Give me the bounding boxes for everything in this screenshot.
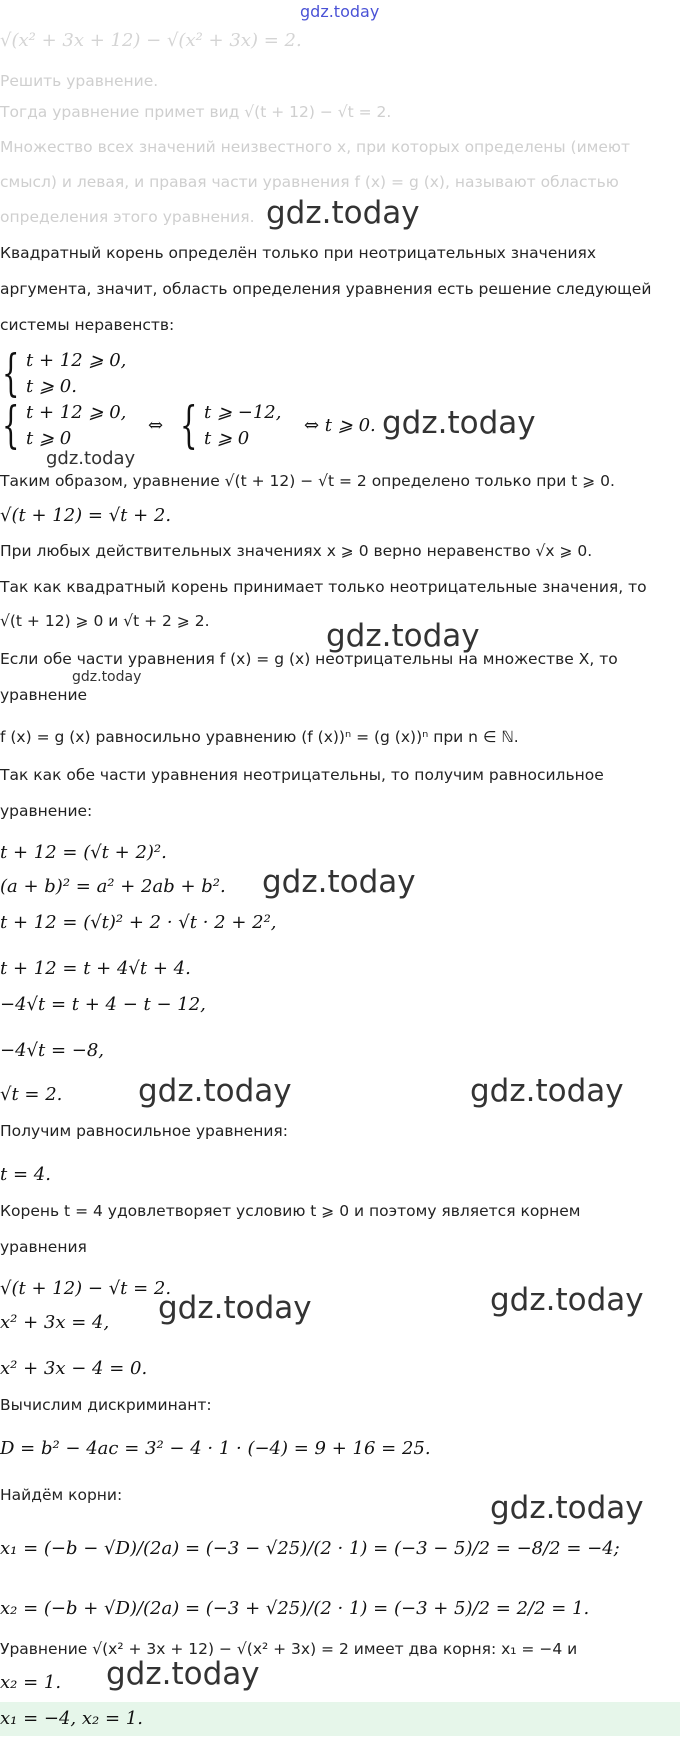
- system-line: t ⩾ 0: [26, 428, 72, 449]
- text-line: уравнения: [0, 1238, 87, 1256]
- watermark: gdz.today: [470, 1073, 624, 1109]
- text-line: Найдём корни:: [0, 1486, 123, 1504]
- equation-line: x₁ = (−b − √D)/(2a) = (−3 − √25)/(2 · 1) = (−3 − 5)/2 = −8/2 = −4;: [0, 1538, 620, 1559]
- watermark: gdz.today: [490, 1490, 644, 1526]
- watermark: gdz.today: [300, 2, 380, 21]
- text-line: Решить уравнение.: [0, 72, 159, 90]
- text-line: Квадратный корень определён только при неотрицательных значениях: [0, 244, 597, 262]
- equation-line: t + 12 = (√t + 2)².: [0, 842, 167, 863]
- text-line: При любых действительных значениях x ⩾ 0 верно неравенство √x ⩾ 0.: [0, 542, 593, 560]
- text-line: Получим равносильное уравнения:: [0, 1122, 288, 1140]
- text-line: Таким образом, уравнение √(t + 12) − √t = 2 определено только при t ⩾ 0.: [0, 472, 615, 490]
- equation-line: t + 12 = (√t)² + 2 · √t · 2 + 2²,: [0, 912, 277, 933]
- text-line: системы неравенств:: [0, 316, 175, 334]
- watermark: gdz.today: [72, 669, 142, 685]
- equivalence-arrow: ⇔: [148, 415, 164, 436]
- watermark: gdz.today: [490, 1282, 644, 1318]
- text-line: аргумента, значит, область определения уравнения есть решение следующей: [0, 280, 652, 298]
- equation-line: √(x² + 3x + 12) − √(x² + 3x) = 2.: [0, 30, 302, 51]
- watermark: gdz.today: [46, 448, 136, 469]
- text-line: Вычислим дискриминант:: [0, 1396, 212, 1414]
- system-result: ⇔ t ⩾ 0.: [304, 415, 376, 436]
- watermark: gdz.today: [262, 864, 416, 900]
- equation-line: x₂ = 1.: [0, 1672, 62, 1693]
- equation-line: x₂ = (−b + √D)/(2a) = (−3 + √25)/(2 · 1) = (−3 + 5)/2 = 2/2 = 1.: [0, 1598, 590, 1619]
- text-line: уравнение: [0, 686, 88, 704]
- text-line: Тогда уравнение примет вид √(t + 12) − √t = 2.: [0, 103, 392, 121]
- text-line: определения этого уравнения.: [0, 208, 255, 226]
- text-line: Так как обе части уравнения неотрицательны, то получим равносильное: [0, 766, 604, 784]
- watermark: gdz.today: [326, 618, 480, 654]
- equation-line: (a + b)² = a² + 2ab + b².: [0, 876, 226, 897]
- text-line: √(t + 12) ⩾ 0 и √t + 2 ⩾ 2.: [0, 612, 210, 630]
- equation-line: √(t + 12) − √t = 2.: [0, 1278, 172, 1299]
- system-line: t ⩾ 0: [204, 428, 250, 449]
- system-brace: {: [2, 344, 20, 402]
- watermark: gdz.today: [382, 405, 536, 441]
- watermark: gdz.today: [266, 195, 420, 231]
- equation-line: x² + 3x = 4,: [0, 1312, 110, 1333]
- text-line: уравнение:: [0, 802, 93, 820]
- system-line: t + 12 ⩾ 0,: [26, 402, 127, 423]
- equation-line: −4√t = −8,: [0, 1040, 105, 1061]
- text-line: Если обе части уравнения f (x) = g (x) неотрицательны на множестве X, то: [0, 650, 618, 668]
- text-line: f (x) = g (x) равносильно уравнению (f (x))ⁿ = (g (x))ⁿ при n ∈ ℕ.: [0, 728, 519, 746]
- answer-line: x₁ = −4, x₂ = 1.: [0, 1708, 143, 1729]
- watermark: gdz.today: [106, 1656, 260, 1692]
- equation-line: t + 12 = t + 4√t + 4.: [0, 958, 191, 979]
- system-brace: {: [180, 396, 198, 454]
- system-brace: {: [2, 396, 20, 454]
- watermark: gdz.today: [158, 1290, 312, 1326]
- equation-line: x² + 3x − 4 = 0.: [0, 1358, 148, 1379]
- system-line: t + 12 ⩾ 0,: [26, 350, 127, 371]
- text-line: Так как квадратный корень принимает только неотрицательные значения, то: [0, 578, 647, 596]
- text-line: смысл) и левая, и правая части уравнения f (x) = g (x), называют областью: [0, 173, 619, 191]
- system-line: t ⩾ −12,: [204, 402, 282, 423]
- equation-line: √(t + 12) = √t + 2.: [0, 505, 172, 526]
- text-line: Корень t = 4 удовлетворяет условию t ⩾ 0 и поэтому является корнем: [0, 1202, 581, 1220]
- text-line: Множество всех значений неизвестного x, при которых определены (имеют: [0, 138, 630, 156]
- equation-line: t = 4.: [0, 1164, 51, 1185]
- equation-line: −4√t = t + 4 − t − 12,: [0, 994, 206, 1015]
- system-line: t ⩾ 0.: [26, 376, 77, 397]
- equation-line: √t = 2.: [0, 1084, 63, 1105]
- text-line: Уравнение √(x² + 3x + 12) − √(x² + 3x) = 2 имеет два корня: x₁ = −4 и: [0, 1640, 578, 1658]
- watermark: gdz.today: [138, 1073, 292, 1109]
- equation-line: D = b² − 4ac = 3² − 4 · 1 · (−4) = 9 + 16 = 25.: [0, 1438, 431, 1459]
